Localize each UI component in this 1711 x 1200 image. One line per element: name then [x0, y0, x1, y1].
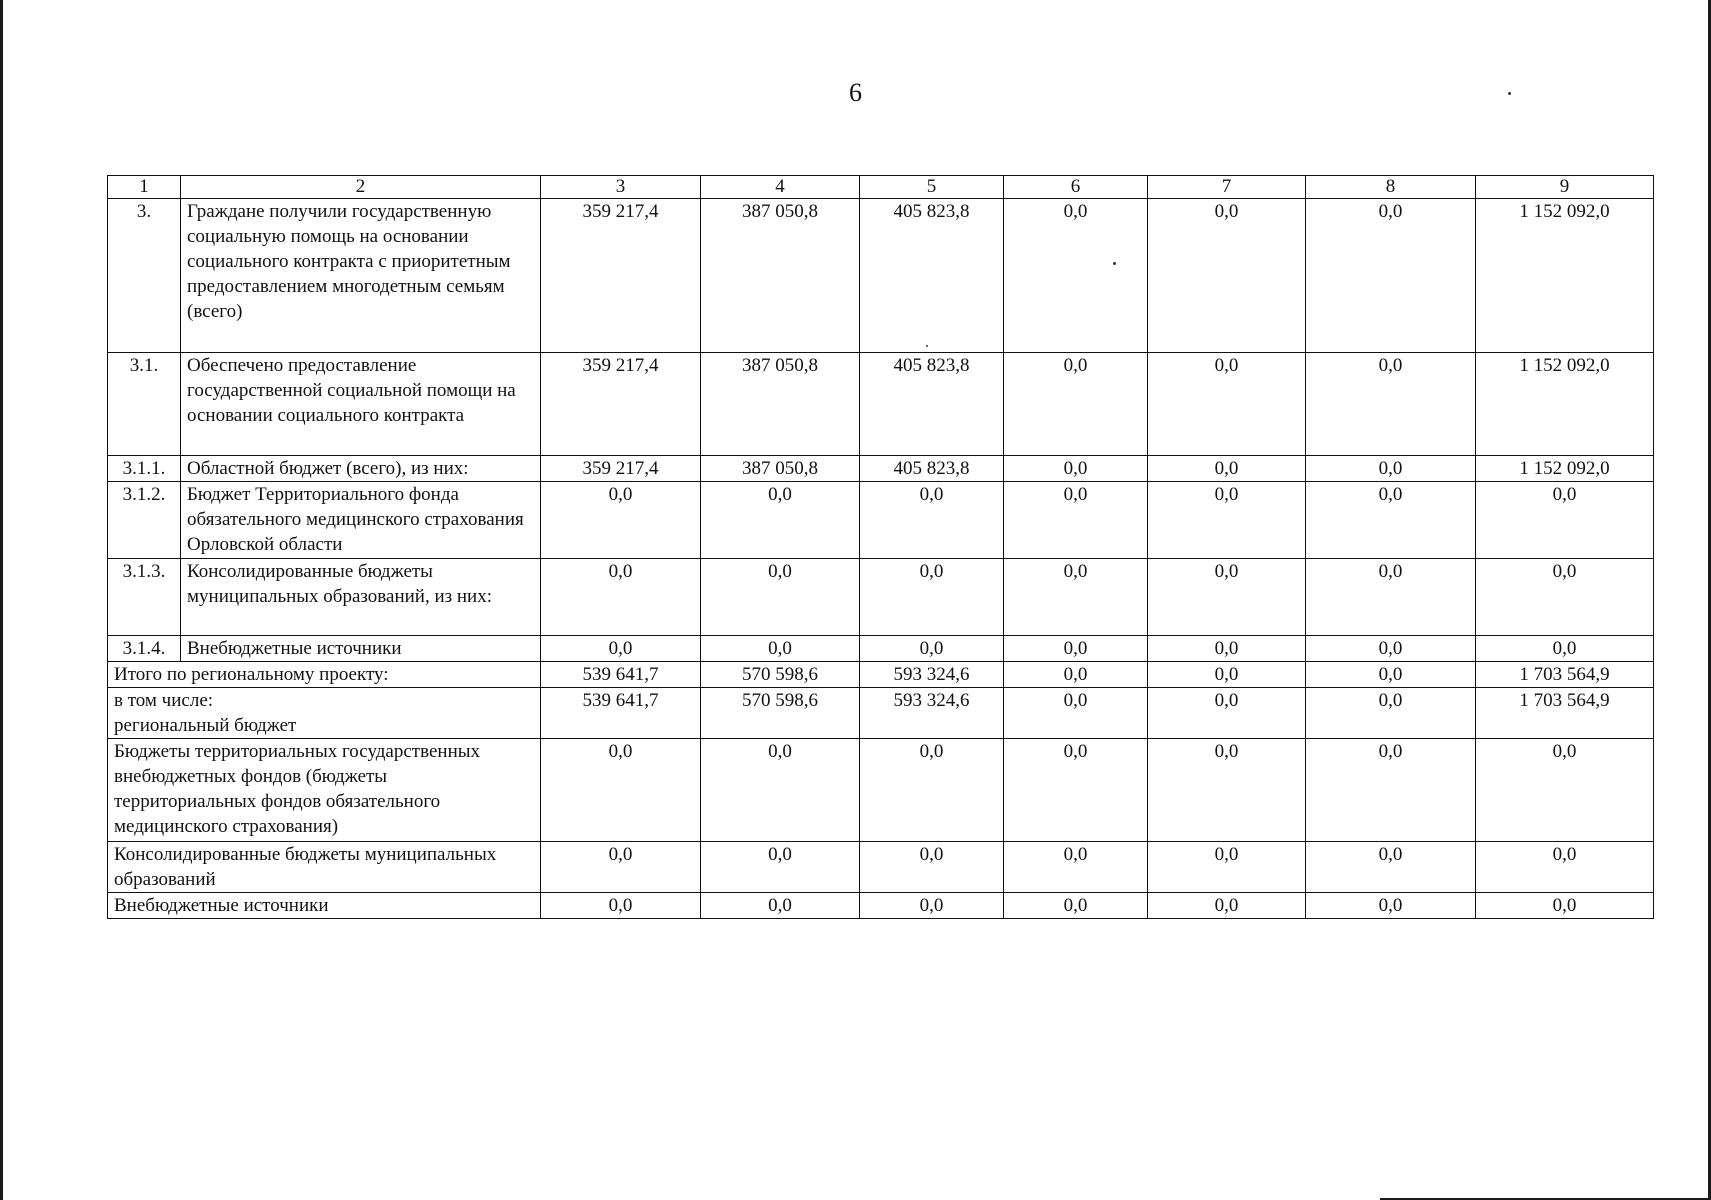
total-label: Консолидированные бюджеты муниципальных образований — [108, 842, 541, 893]
row-number: 3.1.3. — [108, 559, 181, 636]
value-cell: 0,0 — [1476, 559, 1654, 636]
row-number: 3.1. — [108, 353, 181, 456]
value-cell: 0,0 — [1004, 662, 1148, 688]
scan-edge-left — [0, 0, 3, 1200]
value-cell: 0,0 — [1306, 842, 1476, 893]
header-cell: 5 — [860, 176, 1004, 199]
row-number: 3. — [108, 199, 181, 353]
row-number: 3.1.1. — [108, 456, 181, 482]
value-cell: 0,0 — [860, 636, 1004, 662]
value-cell: 1 703 564,9 — [1476, 688, 1654, 739]
value-cell: 0,0 — [1306, 893, 1476, 919]
header-cell: 3 — [541, 176, 701, 199]
value-cell: 1 703 564,9 — [1476, 662, 1654, 688]
row-number: 3.1.2. — [108, 482, 181, 559]
value-cell: 0,0 — [1306, 559, 1476, 636]
value-cell: 570 598,6 — [701, 688, 860, 739]
value-cell: 0,0 — [1004, 893, 1148, 919]
value-cell: 0,0 — [860, 842, 1004, 893]
row-description: Бюджет Территориального фонда обязательного медицинского страхования Орловской области — [181, 482, 541, 559]
value-cell: 0,0 — [1306, 688, 1476, 739]
total-label — [108, 688, 541, 739]
total-label-line: региональный бюджет — [114, 715, 297, 736]
value-cell: 0,0 — [541, 739, 701, 842]
value-cell: 0,0 — [701, 739, 860, 842]
value-cell: 0,0 — [1004, 456, 1148, 482]
value-cell: 539 641,7 — [541, 688, 701, 739]
value-cell: 0,0 — [860, 739, 1004, 842]
value-cell: 0,0 — [1004, 559, 1148, 636]
value-cell: 0,0 — [1476, 842, 1654, 893]
value-cell: 0,0 — [1004, 842, 1148, 893]
header-cell: 7 — [1148, 176, 1306, 199]
value-cell: 1 152 092,0 — [1476, 353, 1654, 456]
table-row — [108, 353, 1654, 456]
value-cell: 0,0 — [1306, 456, 1476, 482]
budget-table — [107, 175, 1654, 919]
value-cell: 359 217,4 — [541, 353, 701, 456]
value-cell: 0,0 — [701, 842, 860, 893]
value-cell: 0,0 — [1306, 739, 1476, 842]
value-cell: 0,0 — [1148, 636, 1306, 662]
value-cell: 0,0 — [1148, 662, 1306, 688]
row-description: Консолидированные бюджеты муниципальных образований, из них: — [181, 559, 541, 636]
total-label: Итого по региональному проекту: — [108, 662, 541, 688]
value-cell: 0,0 — [860, 482, 1004, 559]
value-cell: 0,0 — [1306, 199, 1476, 353]
total-label: Внебюджетные источники — [108, 893, 541, 919]
value-cell: 0,0 — [1306, 636, 1476, 662]
value-cell: 570 598,6 — [701, 662, 860, 688]
total-row — [108, 893, 1654, 919]
value-cell: 0,0 — [860, 893, 1004, 919]
header-cell: 1 — [108, 176, 181, 199]
value-cell: 0,0 — [541, 482, 701, 559]
value-cell: 0,0 — [860, 559, 1004, 636]
header-cell: 6 — [1004, 176, 1148, 199]
value-cell: 387 050,8 — [701, 456, 860, 482]
total-row — [108, 842, 1654, 893]
value-cell: 0,0 — [1148, 842, 1306, 893]
value-cell: 0,0 — [1148, 456, 1306, 482]
value-cell: 387 050,8 — [701, 199, 860, 353]
value-cell: 0,0 — [541, 636, 701, 662]
value-cell: 0,0 — [1004, 688, 1148, 739]
table-row — [108, 636, 1654, 662]
value-cell: 405 823,8 — [860, 353, 1004, 456]
value-cell: 0,0 — [1148, 688, 1306, 739]
row-description: Областной бюджет (всего), из них: — [181, 456, 541, 482]
row-description: Граждане получили государственную социальную помощь на основании социального контракта с приоритетным предоставлением многодетным семьям (всего) — [181, 199, 541, 353]
value-cell: 0,0 — [1476, 739, 1654, 842]
value-cell: 1 152 092,0 — [1476, 456, 1654, 482]
value-cell: 0,0 — [1148, 739, 1306, 842]
header-cell: 8 — [1306, 176, 1476, 199]
value-cell: 0,0 — [701, 559, 860, 636]
value-cell: 0,0 — [1306, 353, 1476, 456]
value-cell: 0,0 — [541, 893, 701, 919]
value-cell: 0,0 — [1148, 199, 1306, 353]
value-cell: 0,0 — [1004, 199, 1148, 353]
row-description: Обеспечено предоставление государственной социальной помощи на основании социального контракта — [181, 353, 541, 456]
value-cell: 0,0 — [1148, 893, 1306, 919]
value-cell: 359 217,4 — [541, 456, 701, 482]
value-cell: 387 050,8 — [701, 353, 860, 456]
total-label: Бюджеты территориальных государственных внебюджетных фондов (бюджеты территориальных фондов обязательного медицинского страхования) — [108, 739, 541, 842]
value-cell: 0,0 — [1476, 636, 1654, 662]
total-label-line: в том числе: — [114, 690, 214, 711]
value-cell: 0,0 — [541, 559, 701, 636]
value-cell: 0,0 — [1004, 739, 1148, 842]
row-description: Внебюджетные источники — [181, 636, 541, 662]
table-row — [108, 559, 1654, 636]
header-cell: 4 — [701, 176, 860, 199]
row-number: 3.1.4. — [108, 636, 181, 662]
header-cell: 9 — [1476, 176, 1654, 199]
header-cell: 2 — [181, 176, 541, 199]
value-cell: 593 324,6 — [860, 688, 1004, 739]
value-cell: 0,0 — [1148, 482, 1306, 559]
value-cell: 593 324,6 — [860, 662, 1004, 688]
value-cell: 0,0 — [541, 842, 701, 893]
value-cell: 405 823,8 — [860, 199, 1004, 353]
total-row — [108, 688, 1654, 739]
value-cell: 0,0 — [1148, 353, 1306, 456]
value-cell: 0,0 — [701, 893, 860, 919]
value-cell: 0,0 — [701, 636, 860, 662]
total-row — [108, 662, 1654, 688]
table-header-row — [108, 176, 1654, 199]
value-cell: 405 823,8 — [860, 456, 1004, 482]
table-row — [108, 482, 1654, 559]
table-row — [108, 456, 1654, 482]
value-cell: 0,0 — [1004, 636, 1148, 662]
value-cell: 1 152 092,0 — [1476, 199, 1654, 353]
value-cell: 0,0 — [1148, 559, 1306, 636]
total-row — [108, 739, 1654, 842]
value-cell: 0,0 — [1306, 482, 1476, 559]
page-number: 6 — [849, 78, 862, 107]
value-cell: 0,0 — [1004, 482, 1148, 559]
table-row — [108, 199, 1654, 353]
value-cell: 0,0 — [701, 482, 860, 559]
value-cell: 0,0 — [1004, 353, 1148, 456]
value-cell: 539 641,7 — [541, 662, 701, 688]
value-cell: 359 217,4 — [541, 199, 701, 353]
value-cell: 0,0 — [1306, 662, 1476, 688]
value-cell: 0,0 — [1476, 482, 1654, 559]
value-cell: 0,0 — [1476, 893, 1654, 919]
